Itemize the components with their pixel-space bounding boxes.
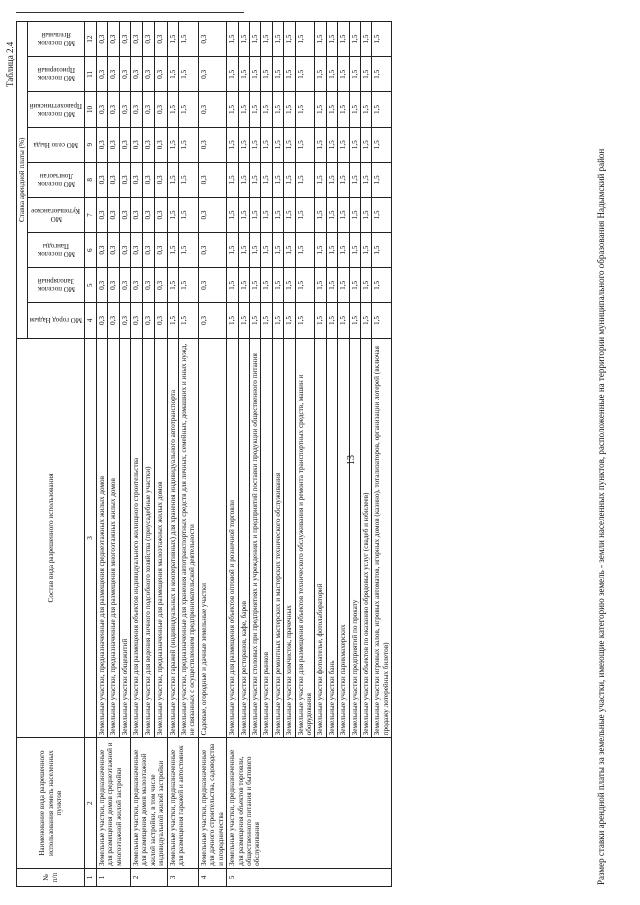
rate-cell: 0,3 <box>108 268 119 303</box>
rate-cell: 1,5 <box>227 92 238 127</box>
header-number: № п/п <box>17 868 85 886</box>
rate-cell: 1,5 <box>249 22 260 57</box>
rate-cell: 0,3 <box>108 233 119 268</box>
composition-item: Земельные участки для размещения объектов индивидуального жилищного строительства <box>131 338 143 738</box>
table-row <box>227 22 238 887</box>
rate-cell: 0,3 <box>108 22 119 57</box>
rate-cell: 1,5 <box>179 162 199 197</box>
header-municipality <box>28 268 85 303</box>
header-municipality <box>28 162 85 197</box>
rate-cell: 1,5 <box>360 162 371 197</box>
rate-cell: 1,5 <box>338 162 349 197</box>
composition-item: Земельные участки бань <box>326 338 337 738</box>
column-index: 11 <box>85 57 96 92</box>
composition-item: Земельные участки ресторанов, кафе, баров <box>238 338 249 738</box>
rate-cell: 0,3 <box>119 233 130 268</box>
rate-cell: 1,5 <box>261 303 272 338</box>
rate-cell: 1,5 <box>179 197 199 232</box>
rate-cell: 1,5 <box>338 57 349 92</box>
rate-cell: 1,5 <box>284 268 295 303</box>
rate-cell: 1,5 <box>315 268 326 303</box>
rate-cell: 0,3 <box>119 127 130 162</box>
rate-cell: 0,3 <box>119 162 130 197</box>
rate-cell: 0,3 <box>131 233 143 268</box>
municipality-label: МО поселок Ягельный <box>37 31 75 48</box>
rate-cell: 1,5 <box>295 22 315 57</box>
table-caption: Размер ставки арендной платы за земельные участки, имеющие категорию земель - земли населенных пунктов, расположенные на территории муниципального образования Надымский район <box>596 148 606 885</box>
rate-cell: 1,5 <box>349 162 360 197</box>
rate-cell: 0,3 <box>198 233 226 268</box>
rate-cell: 1,5 <box>326 268 337 303</box>
page-number: 13 <box>346 455 357 465</box>
rate-cell: 1,5 <box>315 127 326 162</box>
rate-cell: 0,3 <box>155 233 167 268</box>
rate-cell: 1,5 <box>349 92 360 127</box>
column-index: 12 <box>85 22 96 57</box>
rate-cell: 1,5 <box>238 268 249 303</box>
rate-cell: 0,3 <box>198 57 226 92</box>
rate-cell: 0,3 <box>143 197 155 232</box>
rate-cell: 1,5 <box>167 233 178 268</box>
rate-cell: 1,5 <box>326 233 337 268</box>
municipality-label: МО Кутопьюганское <box>31 207 81 224</box>
rate-cell: 1,5 <box>295 162 315 197</box>
rate-cell: 1,5 <box>227 162 238 197</box>
rate-cell: 1,5 <box>238 92 249 127</box>
rate-cell: 1,5 <box>272 162 283 197</box>
rate-cell: 0,3 <box>131 162 143 197</box>
use-type-name: Земельные участки, предназначенные для размещения объектов торговли, общественного питания и бытового обслуживания <box>227 738 392 869</box>
table-row <box>131 22 143 887</box>
rate-cell: 1,5 <box>338 127 349 162</box>
header-municipality <box>28 197 85 232</box>
rate-cell: 1,5 <box>249 268 260 303</box>
rate-cell: 1,5 <box>372 268 392 303</box>
row-number: 5 <box>227 868 392 886</box>
composition-item: Земельные участки ремонтных мастерских и мастерских технического обслуживания <box>272 338 283 738</box>
rate-cell: 1,5 <box>179 22 199 57</box>
rate-cell: 1,5 <box>295 92 315 127</box>
rate-cell: 1,5 <box>238 162 249 197</box>
rate-cell: 1,5 <box>338 303 349 338</box>
rate-cell: 0,3 <box>131 303 143 338</box>
rate-cell: 1,5 <box>349 303 360 338</box>
use-type-name: Земельные участки, предназначенные для размещения домов малоэтажной жилой застройки, в том числе индивидуальной жилой застройки <box>131 738 168 869</box>
composition-item: Земельные участки для ведения личного подсобного хозяйства (приусадебные участки) <box>143 338 155 738</box>
rate-cell: 1,5 <box>295 57 315 92</box>
rate-cell: 1,5 <box>349 268 360 303</box>
composition-item: Земельные участки для размещения объектов оптовой и розничной торговли <box>227 338 238 738</box>
rate-cell: 1,5 <box>261 92 272 127</box>
rate-cell: 0,3 <box>96 268 107 303</box>
rate-cell: 1,5 <box>227 268 238 303</box>
rate-cell: 0,3 <box>143 303 155 338</box>
table-row <box>198 22 226 887</box>
rate-cell: 1,5 <box>167 268 178 303</box>
rate-cell: 0,3 <box>143 233 155 268</box>
rate-cell: 1,5 <box>360 197 371 232</box>
rate-cell: 1,5 <box>315 57 326 92</box>
rate-cell: 0,3 <box>119 268 130 303</box>
composition-item: Земельные участки гаражей (индивидуальных и кооперативных) для хранения индивидуального автотранспорта <box>167 338 178 738</box>
rate-cell: 0,3 <box>143 127 155 162</box>
rent-rate-table <box>16 21 392 887</box>
rate-cell: 1,5 <box>360 233 371 268</box>
rate-cell: 1,5 <box>295 233 315 268</box>
rate-cell: 1,5 <box>179 57 199 92</box>
composition-item: Земельные участки игровых залов, игровых автоматов, игорных домов (казино), тотализаторов, организации лотерей (включая продажу лотерейных билетов) <box>372 338 392 738</box>
rate-cell: 1,5 <box>249 127 260 162</box>
column-index: 3 <box>85 338 96 738</box>
rate-cell: 1,5 <box>238 57 249 92</box>
rate-cell: 0,3 <box>143 57 155 92</box>
use-type-name: Земельные участки, предназначенные для размещения домов среднеэтажной и многоэтажной жилой застройки <box>96 738 130 869</box>
rate-cell: 0,3 <box>108 92 119 127</box>
composition-item: Земельные участки, предназначенные для размещения малоэтажных жилых домов <box>155 338 167 738</box>
rate-cell: 1,5 <box>179 92 199 127</box>
header-municipality <box>28 57 85 92</box>
municipality-label: МО поселок Приозерный <box>37 66 76 83</box>
rate-cell: 1,5 <box>349 22 360 57</box>
rate-cell: 1,5 <box>261 127 272 162</box>
rate-cell: 1,5 <box>238 233 249 268</box>
rate-cell: 1,5 <box>360 92 371 127</box>
rate-cell: 1,5 <box>179 303 199 338</box>
rate-cell: 1,5 <box>315 197 326 232</box>
rate-cell: 1,5 <box>338 233 349 268</box>
header-municipality <box>28 233 85 268</box>
rate-cell: 1,5 <box>227 197 238 232</box>
rate-cell: 0,3 <box>155 22 167 57</box>
column-index: 6 <box>85 233 96 268</box>
rate-cell: 1,5 <box>326 92 337 127</box>
column-index: 8 <box>85 162 96 197</box>
rate-cell: 1,5 <box>227 127 238 162</box>
rate-cell: 1,5 <box>284 57 295 92</box>
composition-item: Земельные участки общежитий <box>119 338 130 738</box>
rate-cell: 0,3 <box>96 57 107 92</box>
rate-cell: 1,5 <box>261 197 272 232</box>
rate-cell: 0,3 <box>155 127 167 162</box>
composition-item: Земельные участки химчисток, прачечных <box>284 338 295 738</box>
rate-cell: 1,5 <box>261 233 272 268</box>
rate-cell: 1,5 <box>167 162 178 197</box>
rate-cell: 1,5 <box>272 268 283 303</box>
rate-cell: 1,5 <box>326 162 337 197</box>
rate-cell: 0,3 <box>96 127 107 162</box>
rate-cell: 0,3 <box>119 92 130 127</box>
rate-cell: 0,3 <box>96 233 107 268</box>
rate-cell: 0,3 <box>119 197 130 232</box>
rate-cell: 1,5 <box>338 22 349 57</box>
rate-cell: 1,5 <box>238 303 249 338</box>
rate-cell: 1,5 <box>284 233 295 268</box>
row-number: 2 <box>131 868 168 886</box>
use-type-name: Земельные участки, предназначенные для дачного строительства, садоводства и огородничества <box>198 738 226 869</box>
rate-cell: 1,5 <box>372 303 392 338</box>
rate-cell: 1,5 <box>227 303 238 338</box>
rate-cell: 1,5 <box>326 57 337 92</box>
rate-cell: 0,3 <box>131 268 143 303</box>
rate-cell: 0,3 <box>155 92 167 127</box>
rate-cell: 1,5 <box>295 268 315 303</box>
rate-cell: 1,5 <box>272 92 283 127</box>
rate-cell: 0,3 <box>155 197 167 232</box>
rate-cell: 0,3 <box>198 22 226 57</box>
rate-cell: 1,5 <box>272 22 283 57</box>
rate-cell: 1,5 <box>238 197 249 232</box>
rate-cell: 1,5 <box>284 127 295 162</box>
composition-item: Садовые, огородные и дачные земельные участки <box>198 338 226 738</box>
rate-cell: 1,5 <box>179 233 199 268</box>
rate-cell: 1,5 <box>338 92 349 127</box>
composition-item: Земельные участки, предназначенные для размещения среднеэтажных жилых домов <box>96 338 107 738</box>
rate-cell: 0,3 <box>96 303 107 338</box>
header-municipality <box>28 22 85 57</box>
rate-cell: 1,5 <box>295 197 315 232</box>
composition-item: Земельные участки, предназначенные для хранения автотранспортных средств для личных, семейных, домашних и иных нужд, не связанных с осуществлением предпринимательской деятельности <box>179 338 199 738</box>
rate-cell: 1,5 <box>272 303 283 338</box>
rate-cell: 1,5 <box>372 92 392 127</box>
rate-cell: 1,5 <box>167 92 178 127</box>
rate-cell: 1,5 <box>167 22 178 57</box>
rate-cell: 1,5 <box>272 197 283 232</box>
rate-cell: 1,5 <box>284 92 295 127</box>
rate-cell: 1,5 <box>227 22 238 57</box>
municipality-label: МО поселок Пангоды <box>37 242 75 259</box>
rate-cell: 1,5 <box>338 268 349 303</box>
rate-cell: 0,3 <box>155 57 167 92</box>
rate-cell: 0,3 <box>108 197 119 232</box>
rate-cell: 1,5 <box>284 303 295 338</box>
header-composition: Состав вида разрешенного использования <box>17 338 85 738</box>
rate-cell: 0,3 <box>131 197 143 232</box>
rate-cell: 1,5 <box>284 22 295 57</box>
rate-cell: 1,5 <box>349 197 360 232</box>
rate-cell: 1,5 <box>360 127 371 162</box>
rate-cell: 0,3 <box>143 22 155 57</box>
rate-cell: 1,5 <box>326 127 337 162</box>
municipality-label: МО поселок Заполярный <box>37 277 75 294</box>
rate-cell: 1,5 <box>167 303 178 338</box>
rate-cell: 1,5 <box>249 233 260 268</box>
rate-cell: 0,3 <box>131 22 143 57</box>
rate-cell: 1,5 <box>360 268 371 303</box>
rate-cell: 1,5 <box>315 303 326 338</box>
table-row <box>96 22 107 887</box>
rate-cell: 1,5 <box>167 57 178 92</box>
rate-cell: 1,5 <box>372 127 392 162</box>
rate-cell: 1,5 <box>272 127 283 162</box>
municipality-label: МО поселок Правохеттинский <box>30 101 83 118</box>
column-index: 7 <box>85 197 96 232</box>
rate-cell: 0,3 <box>108 57 119 92</box>
rate-cell: 0,3 <box>131 57 143 92</box>
header-rate-group: Ставка арендной платы (%) <box>17 22 28 339</box>
column-index: 5 <box>85 268 96 303</box>
rate-cell: 1,5 <box>261 22 272 57</box>
rate-cell: 1,5 <box>284 197 295 232</box>
rate-cell: 1,5 <box>326 197 337 232</box>
column-index: 4 <box>85 303 96 338</box>
rate-cell: 1,5 <box>349 127 360 162</box>
row-number: 4 <box>198 868 226 886</box>
rate-cell: 1,5 <box>249 303 260 338</box>
column-index: 1 <box>85 868 96 886</box>
rate-cell: 0,3 <box>131 127 143 162</box>
rate-cell: 1,5 <box>284 162 295 197</box>
composition-item: Земельные участки предприятий по прокату <box>349 338 360 738</box>
rate-cell: 1,5 <box>326 303 337 338</box>
rate-cell: 0,3 <box>96 162 107 197</box>
rate-cell: 1,5 <box>372 162 392 197</box>
rate-cell: 0,3 <box>108 303 119 338</box>
municipality-label: МО село Ныда <box>34 140 79 149</box>
rate-cell: 1,5 <box>261 57 272 92</box>
table-row <box>167 22 178 887</box>
composition-item: Земельные участки парикмахерских <box>338 338 349 738</box>
rate-cell: 0,3 <box>198 92 226 127</box>
composition-item: Земельные участки объектов по оказанию обрядовых услуг (свадеб и юбилеев) <box>360 338 371 738</box>
rate-cell: 1,5 <box>272 233 283 268</box>
rate-cell: 1,5 <box>326 22 337 57</box>
rate-cell: 0,3 <box>198 268 226 303</box>
rate-cell: 1,5 <box>372 233 392 268</box>
rate-cell: 1,5 <box>295 127 315 162</box>
rate-cell: 1,5 <box>360 22 371 57</box>
column-index: 10 <box>85 92 96 127</box>
rate-cell: 1,5 <box>238 127 249 162</box>
rate-cell: 1,5 <box>372 22 392 57</box>
use-type-name: Земельные участки, предназначенные для размещения гаражей и автостоянок <box>167 738 198 869</box>
rate-cell: 1,5 <box>372 57 392 92</box>
rate-cell: 1,5 <box>360 57 371 92</box>
rate-cell: 0,3 <box>131 92 143 127</box>
header-use-type: Наименование вида разрешенного использования земель населенных пунктов <box>17 738 85 869</box>
rate-cell: 0,3 <box>96 197 107 232</box>
rate-cell: 1,5 <box>227 233 238 268</box>
rate-cell: 0,3 <box>198 127 226 162</box>
rate-cell: 1,5 <box>349 57 360 92</box>
rate-cell: 1,5 <box>315 92 326 127</box>
municipality-label: МО поселок Лонгъюган <box>37 171 75 188</box>
rate-cell: 0,3 <box>143 162 155 197</box>
rate-cell: 0,3 <box>119 57 130 92</box>
rate-cell: 0,3 <box>155 303 167 338</box>
rate-cell: 1,5 <box>315 233 326 268</box>
rate-cell: 1,5 <box>238 22 249 57</box>
rate-cell: 1,5 <box>167 127 178 162</box>
composition-item: Земельные участки для размещения объектов технического обслуживания и ремонта транспортных средств, машин и оборудования <box>295 338 315 738</box>
rate-cell: 1,5 <box>261 162 272 197</box>
rate-cell: 1,5 <box>249 57 260 92</box>
rate-cell: 0,3 <box>96 92 107 127</box>
rate-cell: 0,3 <box>198 197 226 232</box>
header-municipality <box>28 92 85 127</box>
table-label: Таблица 2.4 <box>5 41 15 87</box>
rate-cell: 0,3 <box>108 162 119 197</box>
rate-cell: 1,5 <box>249 197 260 232</box>
rate-cell: 1,5 <box>249 162 260 197</box>
composition-item: Земельные участки, предназначенные для размещения многоэтажных жилых домов <box>108 338 119 738</box>
rate-cell: 1,5 <box>179 268 199 303</box>
rate-cell: 0,3 <box>198 162 226 197</box>
rate-cell: 0,3 <box>143 92 155 127</box>
rate-cell: 1,5 <box>360 303 371 338</box>
rate-cell: 1,5 <box>261 268 272 303</box>
header-municipality <box>28 127 85 162</box>
rate-cell: 1,5 <box>295 303 315 338</box>
rate-cell: 0,3 <box>119 303 130 338</box>
municipality-label: МО город Надым <box>30 316 83 325</box>
row-number: 1 <box>96 868 130 886</box>
rate-cell: 0,3 <box>143 268 155 303</box>
rate-cell: 1,5 <box>372 197 392 232</box>
row-number: 3 <box>167 868 198 886</box>
rate-cell: 0,3 <box>155 268 167 303</box>
rate-cell: 1,5 <box>179 127 199 162</box>
rate-cell: 0,3 <box>198 303 226 338</box>
header-municipality <box>28 303 85 338</box>
rate-cell: 1,5 <box>349 233 360 268</box>
rate-cell: 1,5 <box>338 197 349 232</box>
rate-cell: 1,5 <box>227 57 238 92</box>
rate-cell: 1,5 <box>167 197 178 232</box>
rate-cell: 1,5 <box>315 22 326 57</box>
composition-item: Земельные участки рынков <box>261 338 272 738</box>
rate-cell: 1,5 <box>272 57 283 92</box>
composition-item: Земельные участки столовых при предприятиях и учреждениях и предприятий поставки продукции общественного питания <box>249 338 260 738</box>
column-index: 2 <box>85 738 96 869</box>
rate-cell: 0,3 <box>108 127 119 162</box>
rate-cell: 0,3 <box>119 22 130 57</box>
rate-cell: 1,5 <box>315 162 326 197</box>
rate-cell: 0,3 <box>96 22 107 57</box>
composition-item: Земельные участки фотоателье, фотолабораторий <box>315 338 326 738</box>
rate-cell: 1,5 <box>249 92 260 127</box>
column-index: 9 <box>85 127 96 162</box>
rate-cell: 0,3 <box>155 162 167 197</box>
